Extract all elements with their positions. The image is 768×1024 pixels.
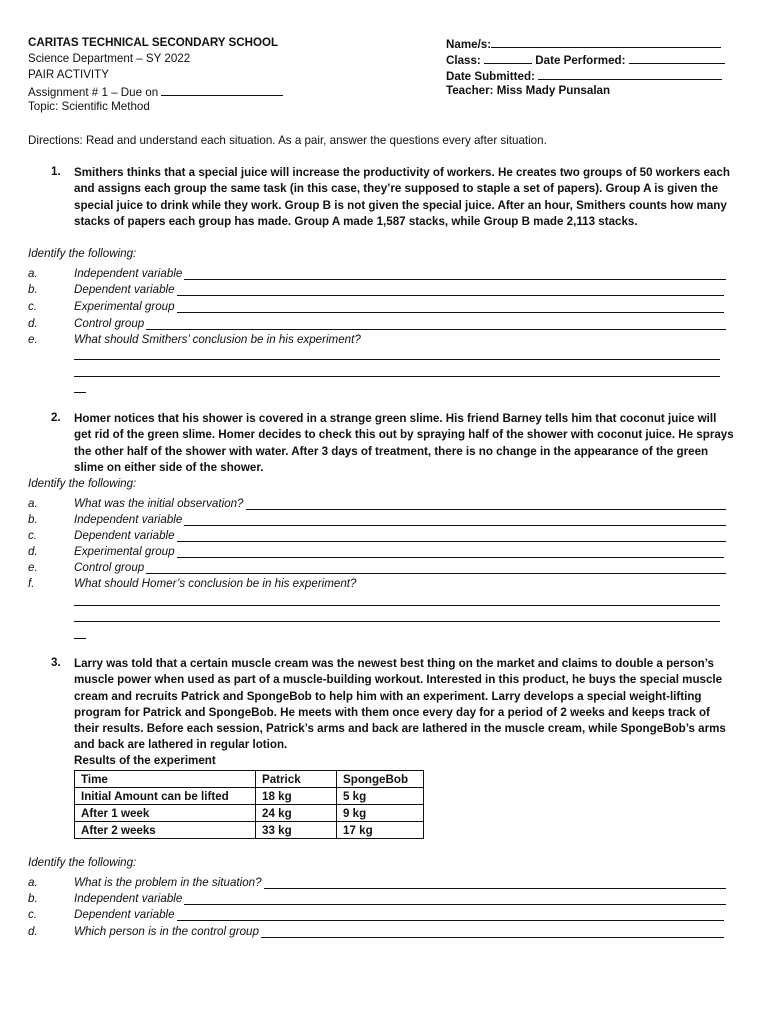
activity-type: PAIR ACTIVITY <box>28 68 109 81</box>
names-row <box>446 36 721 51</box>
situation-1-number: 1. <box>51 165 61 178</box>
question-letter: d. <box>28 317 38 330</box>
question-text: Which person is in the control group <box>74 925 259 938</box>
s3-question-d <box>28 922 724 938</box>
question-letter: d. <box>28 925 38 938</box>
s1-answer-line-3[interactable] <box>74 392 86 393</box>
question-letter: c. <box>28 300 38 313</box>
s2-answer-line-1[interactable] <box>74 605 720 606</box>
s1-answer-line-2[interactable] <box>74 376 720 377</box>
question-letter: b. <box>28 513 38 526</box>
date-submitted-field[interactable] <box>538 68 722 80</box>
s2-question-d <box>28 542 724 558</box>
table-cell: 9 kg <box>337 805 424 822</box>
question-text: What is the problem in the situation? <box>74 876 262 889</box>
answer-line[interactable] <box>246 497 727 510</box>
question-text: Experimental group <box>74 545 175 558</box>
results-table <box>74 770 424 839</box>
answer-line[interactable] <box>264 876 726 889</box>
question-text: Control group <box>74 561 145 574</box>
table-cell: Initial Amount can be lifted <box>75 788 256 805</box>
department: Science Department – SY 2022 <box>28 52 191 65</box>
s2-question-a <box>28 494 726 510</box>
s2-question-b <box>28 510 726 526</box>
date-submitted-row <box>446 68 722 83</box>
table-cell: 24 kg <box>256 805 337 822</box>
topic: Topic: Scientific Method <box>28 100 150 113</box>
answer-line[interactable] <box>184 892 726 905</box>
date-performed-field[interactable] <box>629 52 725 64</box>
s2-answer-line-2[interactable] <box>74 621 720 622</box>
class-row <box>446 52 725 67</box>
situation-1-identify: Identify the following: <box>28 247 137 260</box>
directions: Directions: Read and understand each situation. As a pair, answer the questions every after situation. <box>28 134 547 147</box>
table-cell: 5 kg <box>337 788 424 805</box>
question-letter: a. <box>28 876 38 889</box>
question-letter: a. <box>28 497 38 510</box>
question-letter: b. <box>28 283 38 296</box>
situation-1-text: Smithers thinks that a special juice will increase the productivity of workers. He creates two groups of 50 workers each and assigns each group the same task (in this case, they’re supposed to staple a set of papers). Group A is given the special juice to drink while they work. Group B is not given the special juice. After an hour, Smithers counts how many stacks of papers each group has made. Group A made 1,587 stacks, while Group B made 2,113 stacks. <box>74 166 730 228</box>
s3-question-b <box>28 889 726 905</box>
s2-question-c <box>28 526 726 542</box>
question-letter: e. <box>28 561 38 574</box>
situation-2-identify: Identify the following: <box>28 477 137 490</box>
question-letter: e. <box>28 333 38 346</box>
assignment-due <box>28 84 283 99</box>
s1-question-b <box>28 280 724 296</box>
question-text: Dependent variable <box>74 283 175 296</box>
assignment-label: Assignment # 1 – Due on <box>28 86 159 99</box>
table-cell: After 1 week <box>75 805 256 822</box>
question-text: Control group <box>74 317 145 330</box>
question-text: Independent variable <box>74 513 183 526</box>
s1-answer-line-1[interactable] <box>74 359 720 360</box>
table-header-cell: Time <box>75 771 256 788</box>
question-letter: c. <box>28 908 38 921</box>
question-text: Dependent variable <box>74 529 175 542</box>
class-label: Class: <box>446 54 481 67</box>
situation-3-identify: Identify the following: <box>28 856 137 869</box>
answer-line[interactable] <box>177 545 724 558</box>
answer-line[interactable] <box>146 317 726 330</box>
situation-2-number: 2. <box>51 411 61 424</box>
table-row <box>75 805 424 822</box>
s1-question-a <box>28 264 726 280</box>
question-text: What was the initial observation? <box>74 497 244 510</box>
s3-question-c <box>28 905 724 921</box>
names-field[interactable] <box>491 36 721 48</box>
situation-3-number: 3. <box>51 656 61 669</box>
question-text: What should Smithers’ conclusion be in his experiment? <box>74 333 361 346</box>
names-label: Name/s: <box>446 38 492 51</box>
answer-line[interactable] <box>261 925 724 938</box>
question-letter: b. <box>28 892 38 905</box>
table-row <box>75 788 424 805</box>
question-letter: f. <box>28 577 35 590</box>
s1-question-e <box>28 330 726 346</box>
date-submitted-label: Date Submitted: <box>446 70 535 83</box>
s1-question-c <box>28 297 724 313</box>
question-letter: d. <box>28 545 38 558</box>
s2-question-f <box>28 574 726 590</box>
table-header-cell: SpongeBob <box>337 771 424 788</box>
question-text: Independent variable <box>74 267 183 280</box>
class-field[interactable] <box>484 52 532 64</box>
question-text: What should Homer’s conclusion be in his experiment? <box>74 577 357 590</box>
s1-question-d <box>28 314 726 330</box>
situation-2-text: Homer notices that his shower is covered in a strange green slime. His friend Barney tells him that coconut juice will get rid of the green slime. Homer decides to check this out by spraying half of the shower with coconut juice. He sprays the other half of the shower with water. After 3 days of treatment, there is no change in the appearance of the green slime on either side of the shower. <box>74 412 734 474</box>
teacher: Teacher: Miss Mady Punsalan <box>446 84 611 97</box>
s2-answer-line-3[interactable] <box>74 638 86 639</box>
answer-line[interactable] <box>184 513 726 526</box>
question-letter: a. <box>28 267 38 280</box>
answer-line[interactable] <box>184 267 726 280</box>
table-cell: 18 kg <box>256 788 337 805</box>
table-row <box>75 822 424 839</box>
date-performed-label: Date Performed: <box>535 54 626 67</box>
results-title: Results of the experiment <box>74 754 216 767</box>
question-text: Dependent variable <box>74 908 175 921</box>
answer-line[interactable] <box>177 283 724 296</box>
answer-line[interactable] <box>177 529 726 542</box>
answer-line[interactable] <box>146 561 726 574</box>
school-name: CARITAS TECHNICAL SECONDARY SCHOOL <box>28 36 279 49</box>
question-text: Independent variable <box>74 892 183 905</box>
answer-line[interactable] <box>177 908 724 921</box>
table-cell: 33 kg <box>256 822 337 839</box>
table-header-cell: Patrick <box>256 771 337 788</box>
s2-question-e <box>28 558 726 574</box>
answer-line[interactable] <box>177 300 724 313</box>
due-date-field[interactable] <box>161 84 283 96</box>
table-cell: After 2 weeks <box>75 822 256 839</box>
question-text: Experimental group <box>74 300 175 313</box>
situation-3-text: Larry was told that a certain muscle cream was the newest best thing on the market and claims to double a person’s muscle power when used as part of a muscle-building workout. Interested in this product, he buys the special muscle cream and recruits Patrick and SpongeBob to help him with an experiment. Larry develops a special weight-lifting program for Patrick and SpongeBob. He meets with them once every day for a period of 2 weeks and keeps track of their results. Before each session, Patrick’s arms and back are lathered in the muscle cream, while SpongeBob’s arms and back are lathered in regular lotion. <box>74 657 726 752</box>
s3-question-a <box>28 873 726 889</box>
table-cell: 17 kg <box>337 822 424 839</box>
table-header-row <box>75 771 424 788</box>
question-letter: c. <box>28 529 38 542</box>
